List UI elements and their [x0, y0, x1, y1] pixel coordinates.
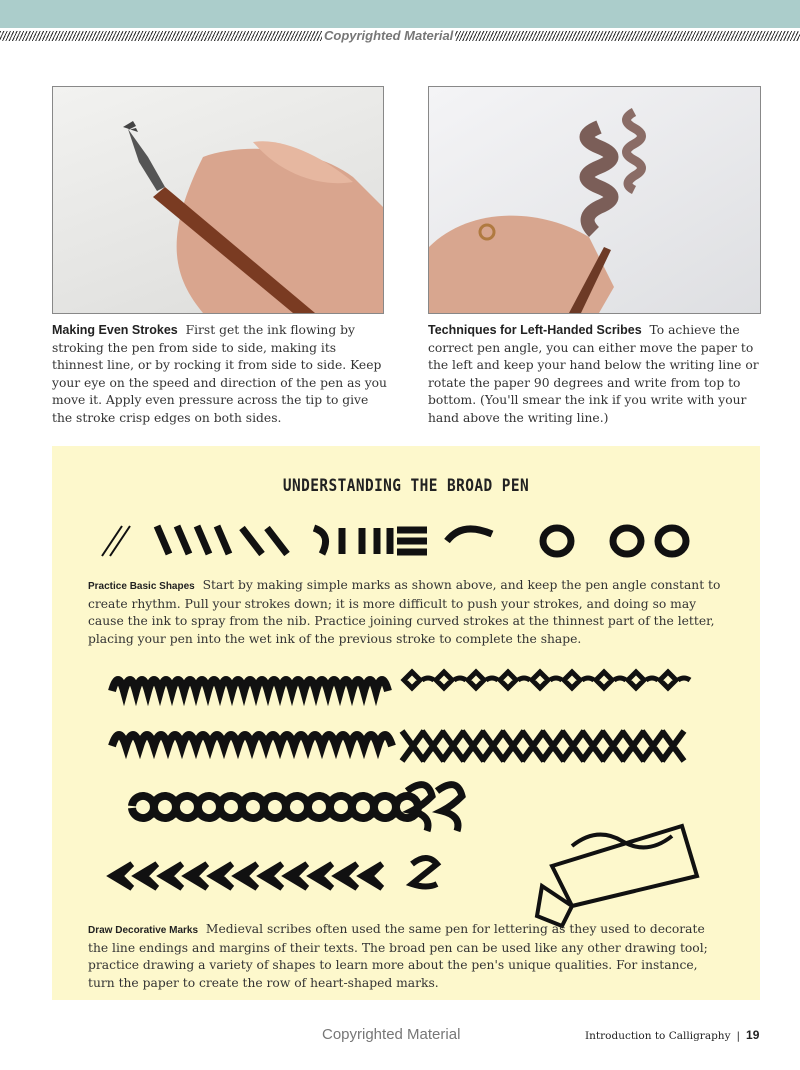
- running-footer: [585, 1028, 759, 1042]
- decorative-paragraph: [88, 921, 728, 992]
- watermark-top: Copyrighted Material: [324, 28, 454, 43]
- caption-title: Techniques for Left-Handed Scribes: [428, 323, 642, 337]
- decorative-row-crosses: [402, 731, 684, 761]
- hand-writing-illustration: [53, 87, 383, 313]
- stroke-verticals: [242, 528, 427, 554]
- decorative-row-hearts: [112, 864, 382, 888]
- decorative-text: Medieval scribes often used the same pen for lettering as they used to decorate the line endings and margins of their texts. The broad pen can be used like any other drawing tool; practice drawing a variety of shapes to learn more about the pen's unique qualities. For instance, turn the paper to create the row of heart-shaped marks.: [88, 922, 708, 990]
- stroke-zigzags: [157, 526, 229, 554]
- stroke-o-shape: [658, 528, 686, 554]
- caption-making-even-strokes: [52, 322, 387, 428]
- calligraphy-samples: [52, 446, 760, 1000]
- running-title: Introduction to Calligraphy: [585, 1030, 731, 1042]
- sidebar-box: [52, 446, 760, 1000]
- decorative-ribbon: [537, 826, 697, 926]
- caption-left-handed-scribes: [428, 322, 763, 428]
- left-hand-writing-illustration: [429, 87, 760, 313]
- page-number: 19: [746, 1028, 760, 1042]
- practice-title: Practice Basic Shapes: [88, 581, 195, 592]
- decorative-row-diamonds: [404, 672, 690, 688]
- top-color-band: [0, 0, 800, 28]
- decorative-row-loops: [132, 796, 418, 818]
- stroke-o-shape: [613, 528, 641, 554]
- stroke-thin-diagonals: [102, 526, 130, 556]
- decorative-b-letters: [407, 785, 462, 831]
- decorative-row-curls: [112, 735, 392, 746]
- stroke-o-shape: [543, 528, 571, 554]
- caption-text: To achieve the correct pen angle, you can either move the paper to the left and keep your hand below the writing line or rotate the paper 90 degrees and write from top to bottom. (You'll smear the ink if you write with your hand above the writing line.): [428, 323, 759, 425]
- sidebar-title: UNDERSTANDING THE BROAD PEN: [282, 476, 530, 496]
- practice-text: Start by making simple marks as shown above, and keep the pen angle constant to create rhythm. Pull your strokes down; it is more difficult to push your strokes, and doing so may cause the ink to spray from the nib. Practice joining curved strokes at the thinnest part of the letter, placing your pen into the wet ink of the previous stroke to complete the shape.: [88, 578, 721, 646]
- caption-title: Making Even Strokes: [52, 323, 178, 337]
- watermark-bottom: Copyrighted Material: [322, 1026, 461, 1043]
- caption-text: First get the ink flowing by stroking the pen from side to side, making its thinnest line, or by rocking it from side to side. Keep your eye on the speed and direction of the pen as you move it. Apply even pressure across the tip to give the stroke crisp edges on both sides.: [52, 323, 387, 425]
- photo-making-even-strokes: [52, 86, 384, 314]
- photo-left-handed-scribes: [428, 86, 761, 314]
- decorative-row-waves: [112, 680, 388, 691]
- decorative-ornament: [412, 858, 437, 887]
- stroke-c-curve: [447, 529, 492, 541]
- separator: |: [736, 1030, 741, 1042]
- practice-paragraph: [88, 577, 728, 648]
- decorative-title: Draw Decorative Marks: [88, 925, 199, 936]
